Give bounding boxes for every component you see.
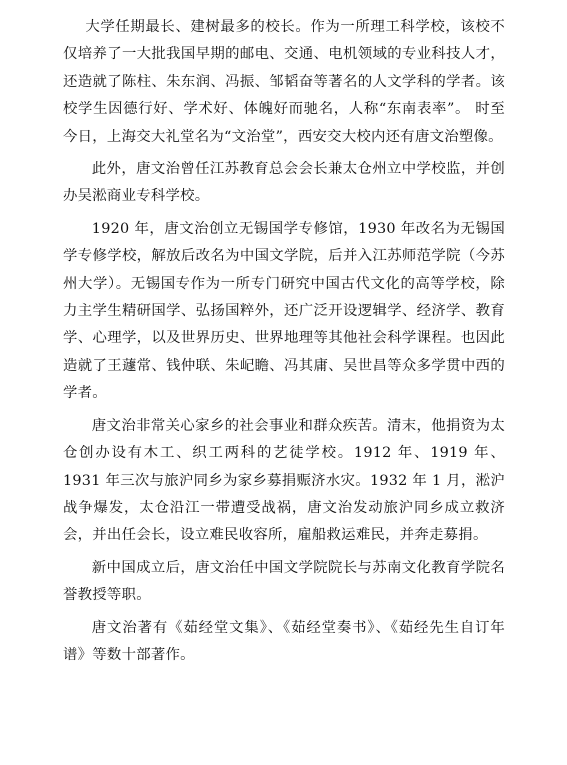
- paragraph-4: 唐文治非常关心家乡的社会事业和群众疾苦。清末，他捐资为太仓创办设有木工、织工两科的艺徒学校。1912 年、1919 年、1931 年三次与旅沪同乡为家乡募捐赈济水灾。1932 年 1 月，淞沪战争爆发，太仓沿江一带遭受战祸，唐文治发动旅沪同乡成立救济会，并出任会长，设立难民收容所，雇船救运难民，并奔走募捐。: [63, 417, 505, 544]
- document-body: [63, 14, 505, 674]
- paragraph-3: 1920 年，唐文治创立无锡国学专修馆，1930 年改名为无锡国学专修学校，解放后改名为中国文学院，后并入江苏师范学院（今苏州大学）。无锡国专作为一所专门研究中国古代文化的高等学校，除力主学生精研国学、弘扬国粹外，还广泛开设逻辑学、经济学、教育学、心理学，以及世界历史、世界地理等其他社会科学课程。也因此造就了王蘧常、钱仲联、朱屺瞻、冯其庸、吴世昌等众多学贯中西的学者。: [63, 220, 505, 402]
- paragraph-2: 此外，唐文治曾任江苏教育总会会长兼太仓州立中学校监，并创办吴淞商业专科学校。: [63, 161, 505, 205]
- paragraph-5: 新中国成立后，唐文治任中国文学院院长与苏南文化教育学院名誉教授等职。: [63, 559, 505, 604]
- paragraph-6: 唐文治著有《茹经堂文集》、《茹经堂奏书》、《茹经先生自订年谱》等数十部著作。: [63, 619, 505, 663]
- paragraph-1: 大学任期最长、建树最多的校长。作为一所理工科学校，该校不仅培养了一大批我国早期的邮电、交通、电机领域的专业科技人才，还造就了陈柱、朱东润、冯振、邹韬奋等著名的人文学科的学者。该校学生因德行好、学术好、体魄好而驰名，人称“东南表率”。 时至今日，上海交大礼堂名为“文治堂”，西安交大校内还有唐文治塑像。: [63, 19, 505, 145]
